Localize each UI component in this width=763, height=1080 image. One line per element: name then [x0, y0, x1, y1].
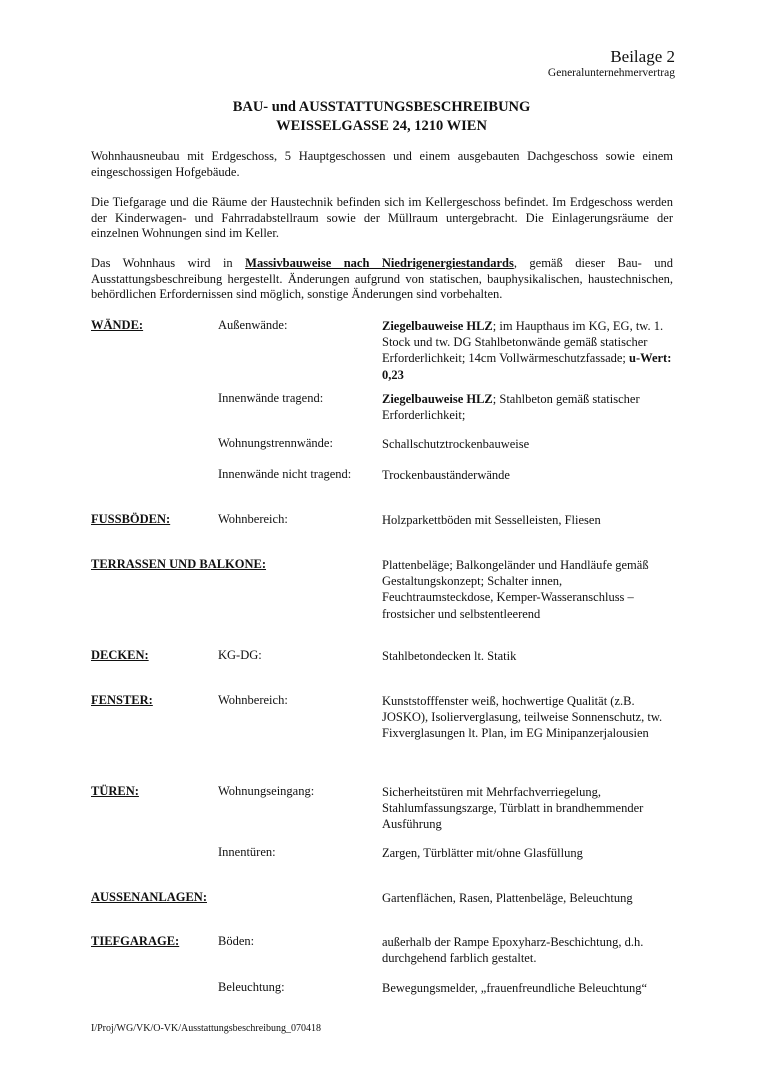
value-wohnungstrennwaende: Schallschutztrockenbauweise [382, 437, 530, 451]
value-aussenwaende: Ziegelbauweise HLZ; im Haupthaus im KG, EG, tw. 1. Stock und tw. DG Stahlbetonwände gemäß statischer Erforderlichkeit; 14cm Vollwärmeschutzfassade; u-Wert: 0,23 [382, 319, 672, 382]
value-innenwaende-tragend: Ziegelbauweise HLZ; Stahlbeton gemäß statischer Erforderlichkeit; [382, 392, 640, 423]
value-fussboeden: Holzparkettböden mit Sesselleisten, Fliesen [382, 513, 601, 527]
intro-paragraph-1: Wohnhausneubau mit Erdgeschoss, 5 Hauptgeschossen und einem ausgebauten Dachgeschoss sowie einem eingeschossigen Hofgebäude. [91, 149, 673, 179]
label-decken: KG-DG: [218, 648, 262, 662]
label-innenwaende-tragend: Innenwände tragend: [218, 391, 324, 405]
section-heading-terrassen: TERRASSEN UND BALKONE: [91, 557, 267, 571]
value-decken: Stahlbetondecken lt. Statik [382, 649, 517, 663]
document-title: BAU- und AUSSTATTUNGSBESCHREIBUNG [232, 99, 531, 115]
label-tiefgarage-boeden: Böden: [218, 934, 255, 948]
value-innenwaende-nicht-tragend: Trockenbauständerwände [382, 468, 510, 482]
value-wohnungseingang: Sicherheitstüren mit Mehrfachverriegelung, Stahlumfassungszarge, Türblatt in brandhemmender Ausführung [382, 785, 644, 832]
value-tiefgarage-beleuchtung: Bewegungsmelder, „frauenfreundliche Beleuchtung“ [382, 981, 648, 995]
intro-paragraph-2: Die Tiefgarage und die Räume der Haustechnik befinden sich im Kellergeschoss befindet. Im Erdgeschoss werden der Kinderwagen- und Fahrradabstellraum sowie der Müllraum untergebracht. Die Einlagerungsräume der einzelnen Wohnungen sind im Keller. [91, 195, 673, 240]
value-fenster: Kunststofffenster weiß, hochwertige Qualität (z.B. JOSKO), Isolierverglasung, teilweise Sonnenschutz, tw. Fixverglasungen lt. Plan, im EG Minipanzerjalousien [382, 694, 663, 741]
section-heading-tiefgarage: TIEFGARAGE: [91, 934, 180, 948]
attachment-label: Beilage 2 [610, 47, 675, 66]
value-terrassen: Plattenbeläge; Balkongeländer und Handläufe gemäß Gestaltungskonzept; Schalter innen, Feuchtraumsteckdose, Kemper-Wasseranschluss – frostsicher und selbstentleerend [382, 558, 649, 621]
label-aussenwaende: Außenwände: [218, 318, 288, 332]
intro-paragraph-3: Das Wohnhaus wird in Massivbauweise nach Niedrigenergiestandards, gemäß dieser Bau- und Ausstattungsbeschreibung hergestellt. Änderungen aufgrund von statischen, bauphysikalischen, haustechnischen, behördlichen Erfordernissen sind möglich, sonstige Änderungen sind vorbehalten. [91, 256, 674, 301]
label-tiefgarage-beleuchtung: Beleuchtung: [218, 980, 285, 994]
label-innentueren: Innentüren: [218, 845, 276, 859]
label-innenwaende-nicht-tragend: Innenwände nicht tragend: [218, 467, 352, 481]
file-path-footer: I/Proj/WG/VK/O-VK/Ausstattungsbeschreibung_070418 [91, 1023, 321, 1034]
section-heading-tueren: TÜREN: [91, 784, 139, 798]
label-fenster-wohnbereich: Wohnbereich: [218, 693, 288, 707]
label-wohnungseingang: Wohnungseingang: [218, 784, 315, 798]
value-aussenanlagen: Gartenflächen, Rasen, Plattenbeläge, Beleuchtung [382, 891, 633, 905]
section-heading-fussboeden: FUSSBÖDEN: [91, 512, 171, 526]
section-heading-decken: DECKEN: [91, 648, 149, 662]
label-fussboeden-wohnbereich: Wohnbereich: [218, 512, 288, 526]
contract-subtitle: Generalunternehmervertrag [547, 67, 675, 79]
value-innentueren: Zargen, Türblätter mit/ohne Glasfüllung [382, 846, 583, 860]
section-heading-aussenanlagen: AUSSENANLAGEN: [91, 890, 207, 904]
value-tiefgarage-boeden: außerhalb der Rampe Epoxyharz-Beschichtung, d.h. durchgehend farblich gestaltet. [382, 935, 644, 966]
label-wohnungstrennwaende: Wohnungstrennwände: [218, 436, 333, 450]
section-heading-fenster: FENSTER: [91, 693, 153, 707]
document-address: WEISSELGASSE 24, 1210 WIEN [276, 118, 487, 134]
construction-method-highlight: Massivbauweise nach Niedrigenergiestandards [245, 256, 514, 270]
section-heading-waende: WÄNDE: [91, 318, 144, 332]
